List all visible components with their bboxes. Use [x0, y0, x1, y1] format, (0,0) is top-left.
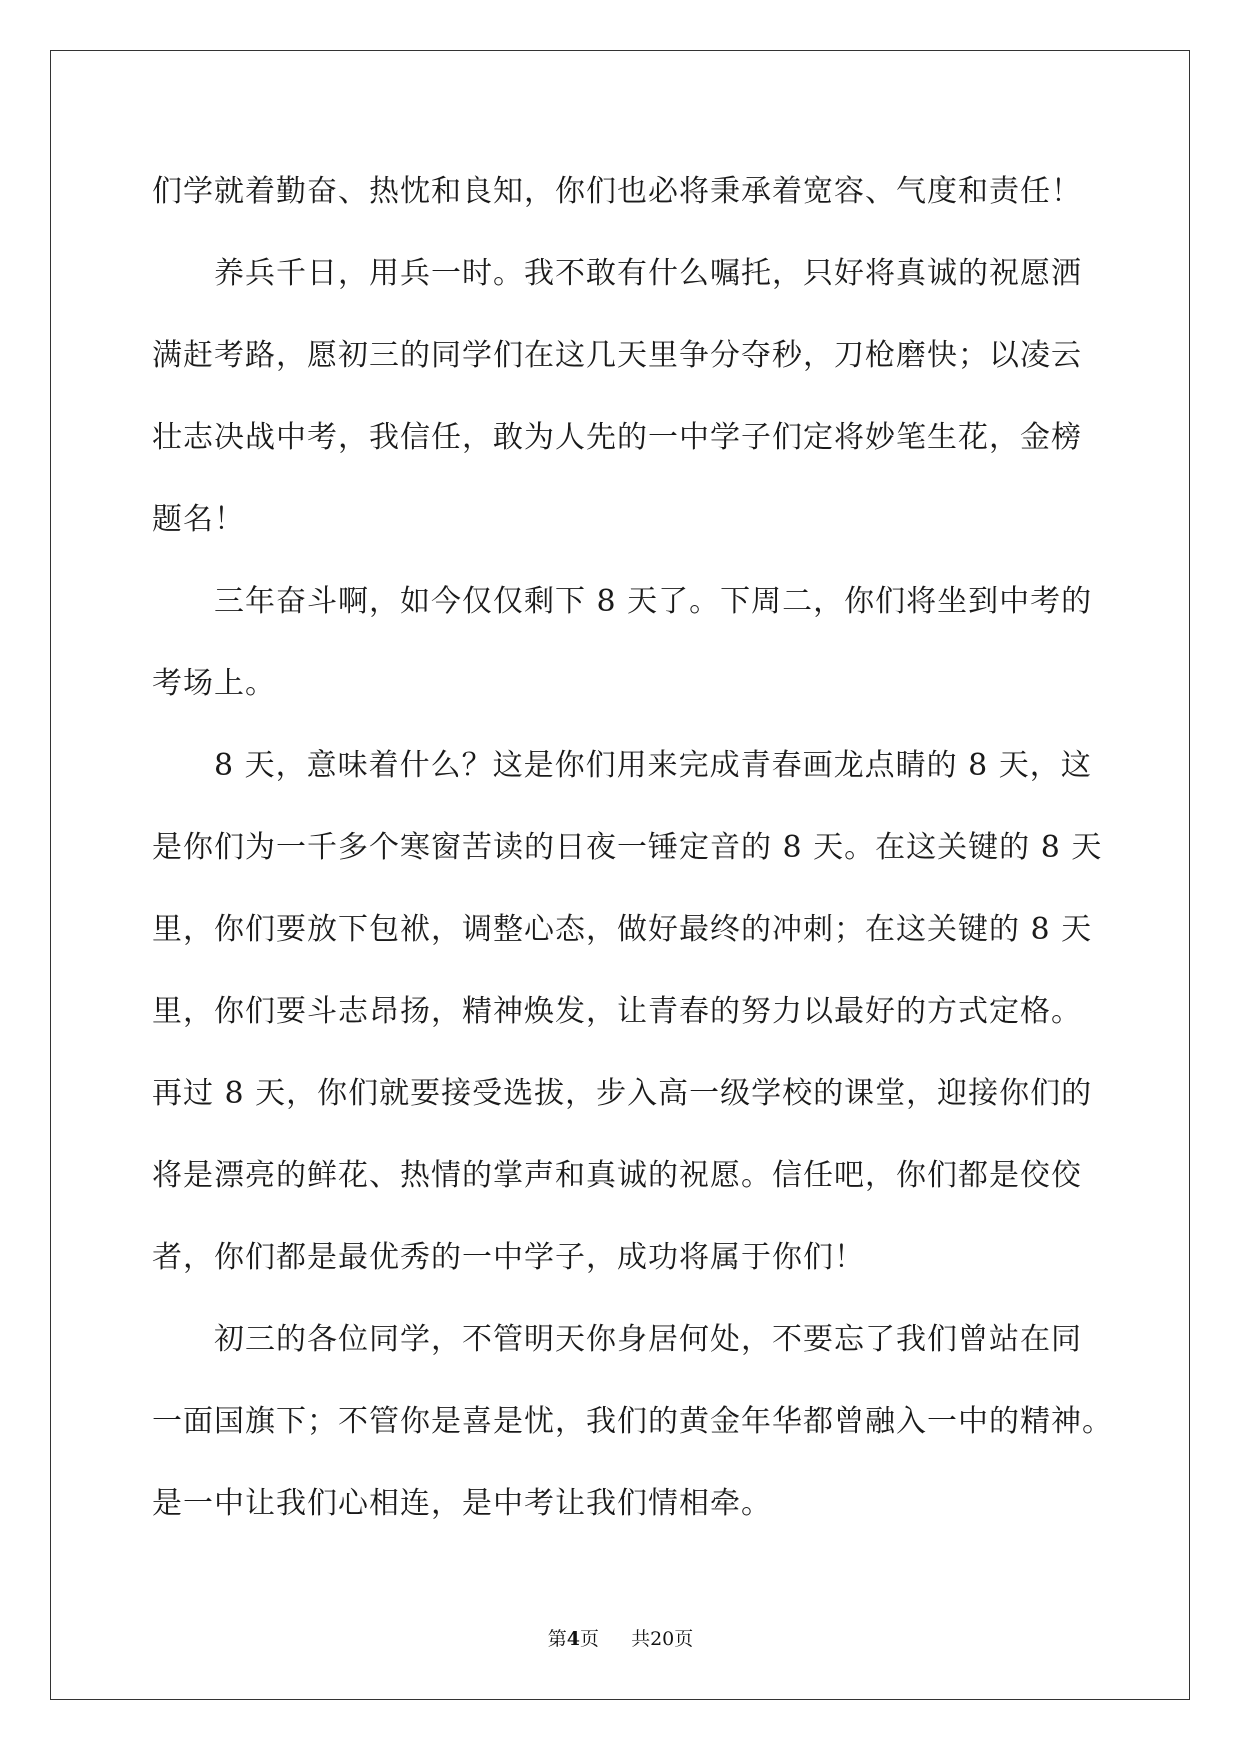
- text-line: 是你们为一千多个寒窗苦读的日夜一锤定音的 8 天。在这关键的 8 天: [152, 830, 1103, 865]
- text-line: 里，你们要放下包袱，调整心态，做好最终的冲刺；在这关键的 8 天: [152, 912, 1093, 947]
- paragraph-start-line: 养兵千日，用兵一时。我不敢有什么嘱托，只好将真诚的祝愿洒: [214, 256, 1082, 291]
- total-prefix: 共: [631, 1628, 651, 1650]
- current-page-number: 4: [566, 1628, 580, 1650]
- text-line: 是一中让我们心相连，是中考让我们情相牵。: [152, 1486, 772, 1521]
- page-footer: [0, 1627, 1241, 1651]
- text-line: 将是漂亮的鲜花、热情的掌声和真诚的祝愿。信任吧，你们都是佼佼: [152, 1158, 1082, 1193]
- text-line: 题名！: [152, 502, 245, 537]
- paragraph-start-line: 8 天，意味着什么？这是你们用来完成青春画龙点睛的 8 天，这: [214, 748, 1092, 783]
- page-number-label: [548, 1628, 605, 1650]
- text-line: 者，你们都是最优秀的一中学子，成功将属于你们！: [152, 1240, 865, 1275]
- paragraph-start-line: 三年奋斗啊，如今仅仅剩下 8 天了。下周二，你们将坐到中考的: [214, 584, 1093, 619]
- total-pages-label: [631, 1628, 693, 1650]
- paragraph-start-line: 初三的各位同学，不管明天你身居何处，不要忘了我们曾站在同: [214, 1322, 1082, 1357]
- text-line: 考场上。: [152, 666, 276, 701]
- text-line: 一面国旗下；不管你是喜是忧，我们的黄金年华都曾融入一中的精神。: [152, 1404, 1113, 1439]
- text-line: 们学就着勤奋、热忱和良知，你们也必将秉承着宽容、气度和责任！: [152, 174, 1082, 209]
- page-suffix: 页: [579, 1628, 599, 1650]
- total-page-count: 20: [650, 1628, 675, 1650]
- text-line: 里，你们要斗志昂扬，精神焕发，让青春的努力以最好的方式定格。: [152, 994, 1082, 1029]
- total-suffix: 页: [674, 1628, 694, 1650]
- text-line: 壮志决战中考，我信任，敢为人先的一中学子们定将妙笔生花，金榜: [152, 420, 1082, 455]
- text-line: 满赶考路，愿初三的同学们在这几天里争分夺秒，刀枪磨快；以凌云: [152, 338, 1082, 373]
- text-line: 再过 8 天，你们就要接受选拔，步入高一级学校的课堂，迎接你们的: [152, 1076, 1093, 1111]
- page-prefix: 第: [547, 1628, 567, 1650]
